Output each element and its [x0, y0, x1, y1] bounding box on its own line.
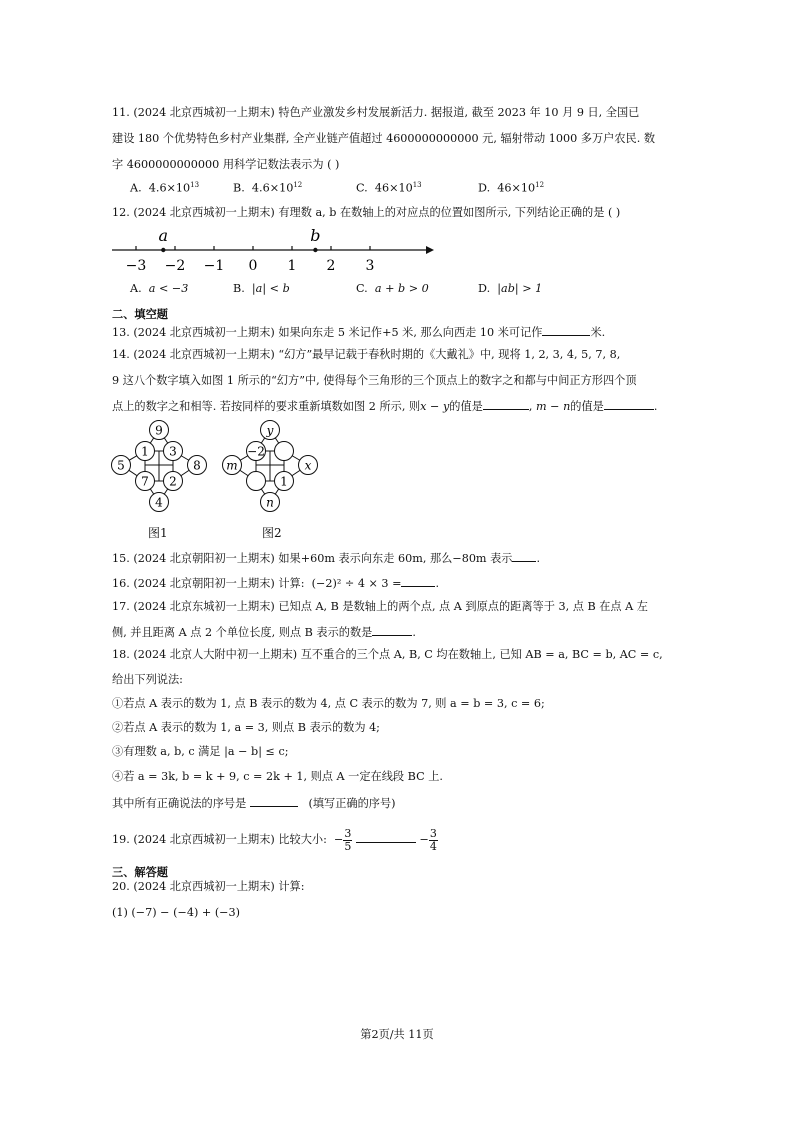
tick-label: −1 [203, 258, 225, 274]
figure-2 [223, 421, 318, 512]
q14-line3: 点上的数字之和相等. 若按同样的要求重新填数如图 2 所示, 则x − y的值是 , m − n的值是 . [112, 400, 658, 413]
figure-node-tr [275, 442, 294, 461]
figure-1-caption: 图1 [148, 526, 168, 540]
q11-line1: 11. (2024 北京西城初一上期末) 特色产业激发乡村发展新活力. 据报道, 截至 2023 年 10 月 9 日, 全国已 [112, 106, 640, 119]
q17-answer-blank[interactable] [372, 624, 412, 636]
q16-line1: 16. (2024 北京朝阳初一上期末) 计算: (−2)² ÷ 4 × 3 = . [112, 577, 440, 590]
q18-line2: 给出下列说法: [112, 673, 183, 686]
q13-line1: 13. (2024 北京西城初一上期末) 如果向东走 5 米记作+5 米, 那么向西走 10 米可记作 米. [112, 326, 606, 339]
tick-label: 0 [248, 258, 258, 274]
section-heading-fill-in: 二、填空题 [112, 307, 168, 321]
q12-option-b: B. |a| < b [233, 282, 290, 295]
tick-label: −2 [164, 258, 186, 274]
fraction-left: $\frac{3}{5}$ [344, 826, 352, 853]
figure-node-label: −2 [247, 444, 265, 459]
tick-label: −3 [125, 258, 147, 274]
q12-option-c: C. a + b > 0 [356, 282, 429, 295]
figure-node-label: 7 [141, 474, 149, 489]
q11-option-d: D. $46\times 10^{12}$ [478, 181, 545, 195]
q14-line2: 9 这八个数字填入如图 1 所示的“幻方”中, 使得每个三角形的三个顶点上的数字之和都与中间正方形四个顶 [112, 374, 637, 387]
section-heading-solutions: 三、解答题 [112, 865, 168, 879]
q18-item4: ④若 a = 3k, b = k + 9, c = 2k + 1, 则点 A 一定在线段 BC 上. [112, 770, 443, 783]
q18-answer-blank[interactable] [250, 795, 298, 807]
q17-line2: 侧, 并且距离 A 点 2 个单位长度, 则点 B 表示的数是 . [112, 626, 416, 639]
figure-node-label: 5 [117, 458, 125, 473]
q18-line1: 18. (2024 北京人大附中初一上期末) 互不重合的三个点 A, B, C 均在数轴上, 已知 AB = a, BC = b, AC = c, [112, 648, 663, 661]
q11-line3: 字 4600000000000 用科学记数法表示为 ( ) [112, 158, 340, 171]
q18-item2: ②若点 A 表示的数为 1, a = 3, 则点 B 表示的数为 4; [112, 721, 380, 734]
figure-1 [112, 421, 207, 512]
tick-label: 2 [326, 258, 336, 274]
q11-option-b: B. $4.6\times 10^{12}$ [233, 181, 303, 195]
q18-item3: ③有理数 a, b, c 满足 |a − b| ≤ c; [112, 745, 289, 758]
figure-2-caption: 图2 [262, 526, 282, 540]
figure-node-label: 3 [169, 444, 177, 459]
figure-node-label: 1 [141, 444, 149, 459]
point-a-dot [161, 248, 165, 252]
figure-node-label: 4 [155, 495, 163, 510]
point-b-label: b [310, 226, 321, 245]
q17-line1: 17. (2024 北京东城初一上期末) 已知点 A, B 是数轴上的两个点, 点 A 到原点的距离等于 3, 点 B 在点 A 左 [112, 600, 648, 613]
figure-node-label: n [266, 495, 274, 510]
q12-number-line [108, 226, 438, 274]
q14-answer-blank-2[interactable] [604, 398, 654, 410]
figure-node-bl [247, 472, 266, 491]
fraction-right: $\frac{3}{4}$ [429, 826, 437, 853]
q19-answer-blank[interactable] [356, 831, 416, 843]
point-a-label: a [158, 226, 169, 245]
q14-answer-blank-1[interactable] [483, 398, 529, 410]
q15-line1: 15. (2024 北京朝阳初一上期末) 如果+60m 表示向东走 60m, 那么−80m 表示 . [112, 552, 541, 565]
q20-item1: (1) (−7) − (−4) + (−3) [112, 906, 241, 919]
page-footer: 第2页/共 11页 [360, 1028, 434, 1041]
q19-line1: 19. (2024 北京西城初一上期末) 比较大小: − $\frac{3}{5}$ − $\frac{3}{4}$ [112, 826, 437, 853]
magic-square-figures [104, 414, 334, 544]
q18-line7: 其中所有正确说法的序号是 (填写正确的序号) [112, 797, 396, 810]
q12-line1: 12. (2024 北京西城初一上期末) 有理数 a, b 在数轴上的对应点的位置如图所示, 下列结论正确的是 ( ) [112, 206, 621, 219]
q13-answer-blank[interactable] [542, 324, 590, 336]
figure-node-label: m [226, 458, 238, 473]
point-b-dot [313, 248, 317, 252]
figure-node-label: 2 [169, 474, 177, 489]
q15-answer-blank[interactable] [512, 550, 536, 562]
figure-node-label: 9 [155, 423, 163, 438]
tick-label: 1 [287, 258, 297, 274]
q16-answer-blank[interactable] [401, 575, 435, 587]
number-line-arrow [426, 246, 434, 254]
q14-line1: 14. (2024 北京西城初一上期末) “幻方”最早记载于春秋时期的《大戴礼》中, 现将 1, 2, 3, 4, 5, 7, 8, [112, 348, 621, 361]
q11-line2: 建设 180 个优势特色乡村产业集群, 全产业链产值超过 4600000000000 元, 辐射带动 1000 多万户农民. 数 [112, 132, 656, 145]
q18-item1: ①若点 A 表示的数为 1, 点 B 表示的数为 4, 点 C 表示的数为 7, 则 a = b = 3, c = 6; [112, 697, 545, 710]
q12-option-d: D. |ab| > 1 [478, 282, 543, 295]
tick-label: 3 [365, 258, 375, 274]
q12-option-a: A. a < −3 [130, 282, 189, 295]
figure-node-label: y [266, 423, 274, 438]
q11-option-c: C. $46\times 10^{13}$ [356, 181, 422, 195]
q11-option-a: A. $4.6\times 10^{13}$ [130, 181, 200, 195]
figure-node-label: x [304, 458, 312, 473]
q20-line1: 20. (2024 北京西城初一上期末) 计算: [112, 880, 305, 893]
figure-node-label: 8 [193, 458, 201, 473]
figure-node-label: 1 [280, 474, 288, 489]
